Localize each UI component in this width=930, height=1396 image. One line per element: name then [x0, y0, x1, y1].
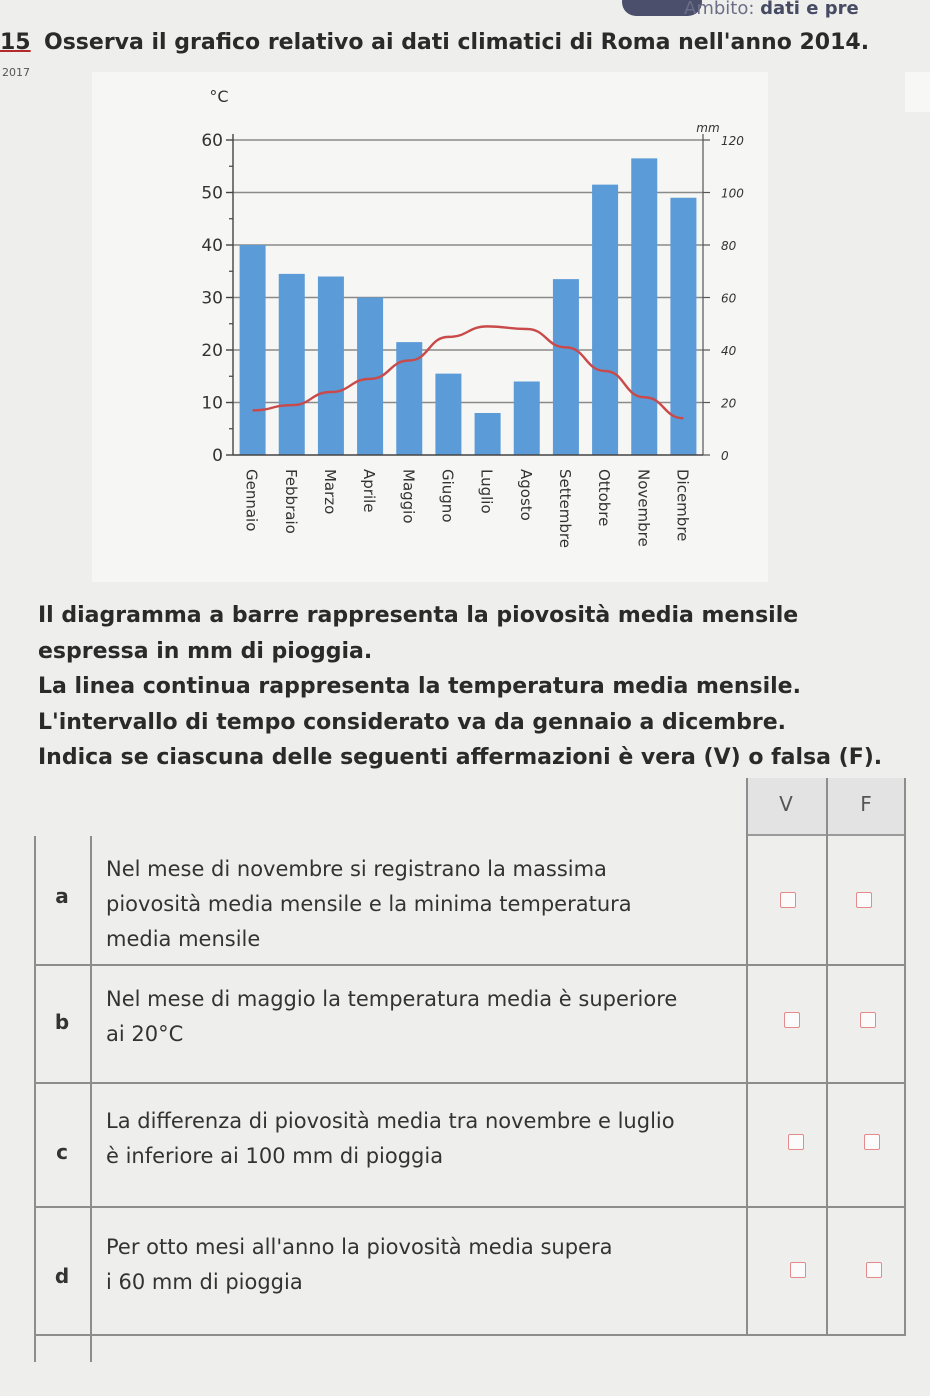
month-label: Giugno — [438, 469, 457, 523]
description-line-5: Indica se ciascuna delle seguenti affermazioni è vera (V) o falsa (F). — [38, 745, 883, 770]
month-label: Settembre — [555, 469, 574, 548]
row-letter: d — [54, 1264, 70, 1288]
right-axis-label: mm — [696, 121, 720, 135]
right-tick-label: 80 — [721, 239, 737, 253]
checkbox-false[interactable] — [860, 1012, 876, 1028]
month-label: Ottobre — [595, 469, 614, 527]
bar-marzo — [318, 277, 344, 456]
row-letter: a — [55, 884, 69, 908]
question-number-text: 15 — [0, 30, 31, 55]
true-false-table — [34, 778, 906, 1363]
checkbox-false[interactable] — [856, 892, 872, 908]
month-label: Dicembre — [673, 469, 692, 542]
left-tick-label: 30 — [201, 288, 223, 309]
question-year: 2017 — [2, 66, 30, 79]
month-label: Agosto — [516, 469, 535, 521]
bar-febbraio — [279, 274, 305, 455]
description — [38, 598, 918, 776]
month-label: Novembre — [634, 469, 653, 547]
month-label: Luglio — [477, 469, 496, 514]
statement-line: La differenza di piovosità media tra novembre e luglio — [106, 1109, 675, 1133]
left-tick-label: 60 — [201, 131, 223, 151]
row-letter: b — [54, 1010, 70, 1034]
month-label: Gennaio — [242, 469, 261, 532]
left-axis-label: °C — [209, 87, 229, 106]
table-letter-divider — [90, 836, 92, 1362]
left-tick-label: 50 — [201, 183, 223, 204]
checkbox-false[interactable] — [864, 1134, 880, 1150]
table-row-b — [34, 964, 906, 1084]
checkbox-true[interactable] — [784, 1012, 800, 1028]
description-line-4: L'intervallo di tempo considerato va da gennaio a dicembre. — [38, 709, 787, 735]
left-tick-label: 0 — [212, 446, 223, 466]
right-tick-label: 20 — [721, 396, 737, 411]
bar-settembre — [553, 279, 579, 455]
right-tick-label: 40 — [721, 344, 737, 358]
table-row-c — [34, 1082, 906, 1208]
statement-line: Per otto mesi all'anno la piovosità media supera — [106, 1235, 613, 1259]
bar-gennaio — [240, 245, 266, 455]
checkbox-true[interactable] — [790, 1262, 806, 1278]
bar-novembre — [631, 158, 657, 455]
statement-text — [106, 982, 736, 1052]
left-tick-label: 20 — [201, 341, 223, 361]
description-line-1: Il diagramma a barre rappresenta la piovosità media mensile — [38, 603, 799, 628]
table-left-border — [34, 836, 36, 1362]
statement-line: piovosità media mensile e la minima temperatura — [106, 892, 632, 916]
right-tick-label: 0 — [721, 449, 729, 463]
statement-line: media mensile — [106, 927, 261, 951]
statement-text — [106, 1230, 736, 1300]
right-tick-label: 60 — [721, 291, 737, 306]
right-tick-label: 100 — [721, 186, 744, 201]
description-line-2: espressa in mm di pioggia. — [38, 638, 373, 664]
table-row-a — [34, 836, 906, 966]
left-tick-label: 10 — [201, 393, 223, 414]
bar-giugno — [435, 374, 461, 455]
table-right-border — [904, 778, 906, 1334]
month-label: Febbraio — [281, 469, 300, 534]
statement-line: ai 20°C — [106, 1022, 184, 1046]
ambito-value: dati e pre — [760, 0, 859, 19]
statement-line: Nel mese di maggio la temperatura media è superiore — [106, 987, 678, 1011]
bar-ottobre — [592, 185, 618, 455]
column-header-v: V — [779, 792, 793, 816]
statement-line: è inferiore ai 100 mm di pioggia — [106, 1144, 444, 1168]
checkbox-true[interactable] — [788, 1134, 804, 1150]
month-label: Marzo — [320, 469, 339, 515]
statement-text — [106, 1104, 736, 1174]
month-label: Maggio — [399, 469, 418, 524]
table-vf-divider — [826, 778, 828, 1334]
month-label: Aprile — [360, 469, 379, 513]
question-title: Osserva il grafico relativo ai dati climatici di Roma nell'anno 2014. — [44, 30, 870, 55]
statement-line: i 60 mm di pioggia — [106, 1270, 303, 1294]
table-text-divider — [746, 778, 748, 1334]
statement-line: Nel mese di novembre si registrano la massima — [106, 857, 607, 881]
temperature-line — [253, 326, 684, 418]
left-tick-label: 40 — [201, 236, 223, 256]
bar-luglio — [475, 413, 501, 455]
right-tick-label: 120 — [721, 134, 744, 148]
row-letter: c — [56, 1140, 68, 1164]
checkbox-false[interactable] — [866, 1262, 882, 1278]
column-header-f: F — [860, 792, 872, 816]
checkbox-true[interactable] — [780, 892, 796, 908]
ambito-label-text: Ambito: — [684, 0, 755, 19]
table-row-d — [34, 1206, 906, 1336]
climate-chart — [0, 0, 930, 600]
description-line-3: La linea continua rappresenta la temperatura media mensile. — [38, 674, 801, 699]
statement-text — [106, 852, 736, 957]
bar-agosto — [514, 382, 540, 456]
